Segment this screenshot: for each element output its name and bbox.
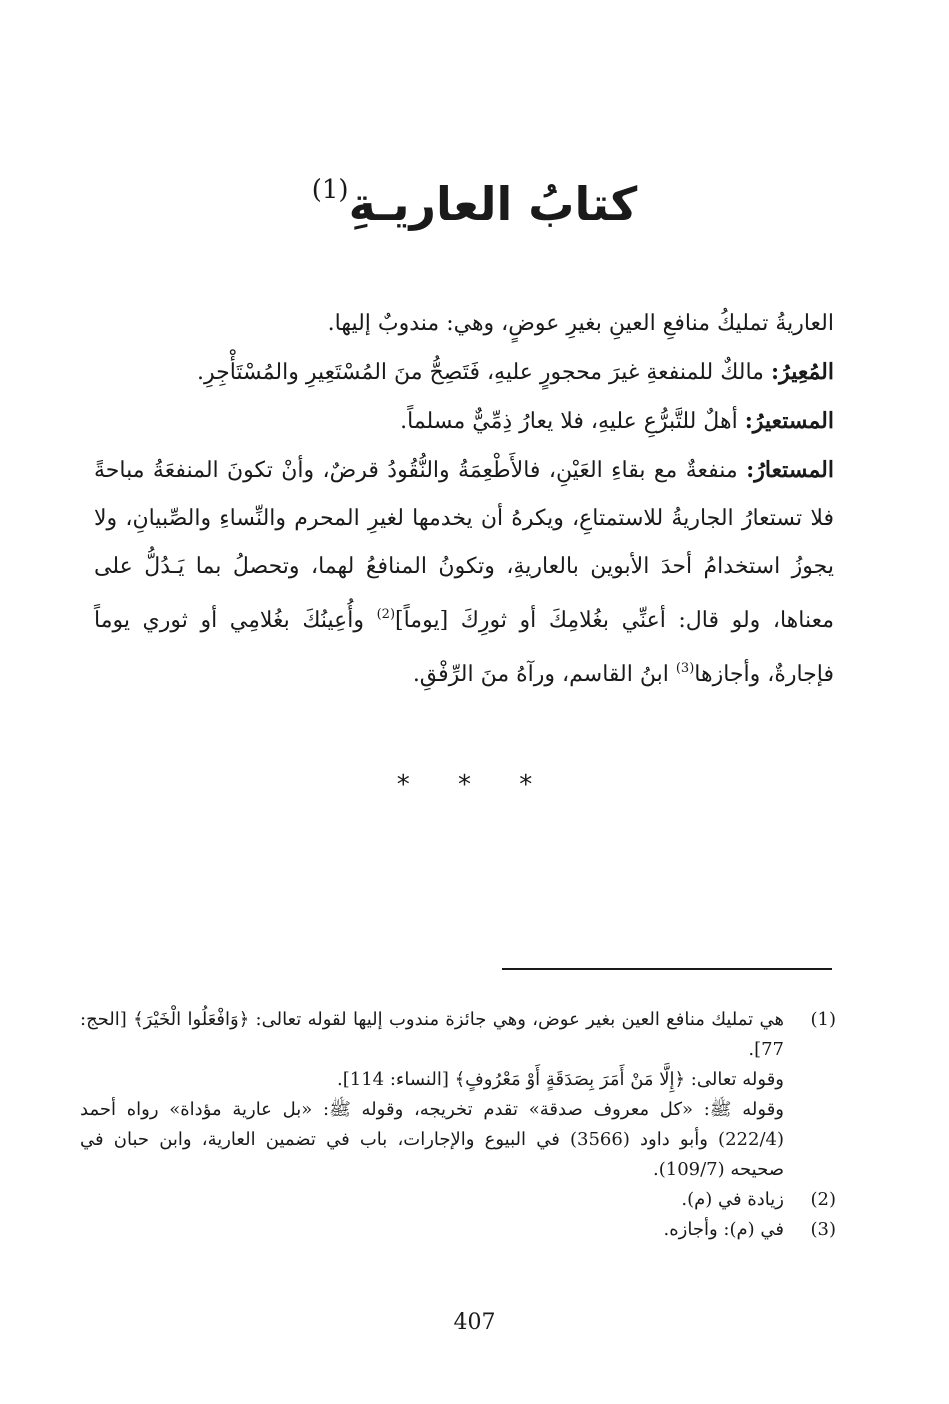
footnote-line: وقوله تعالى: ﴿إِلَّا مَنْ أَمَرَ بِصَدَقَةٍ أَوْ مَعْرُوفٍ﴾ [النساء: 114].: [337, 1069, 784, 1090]
paragraph-lender-text: مالكٌ للمنفعةِ غيرَ محجورٍ عليهِ، فَتَصِحُّ منَ المُسْتَعِيرِ والمُسْتَأْجِرِ.: [196, 360, 764, 385]
footnote-ref-2: (2): [376, 607, 396, 622]
section-separator: * * *: [396, 770, 553, 800]
footnote-body: [80, 1005, 784, 1185]
footnote-line: زيادة في (م).: [681, 1189, 784, 1210]
page-number: 407: [453, 1310, 496, 1335]
footnote-line: وقوله ﷺ: «كل معروف صدقة» تقدم تخريجه، وقوله ﷺ: «بل عارية مؤداة» رواه أحمد (222/4) وأبو داود (3566) في البيوع والإجارات، باب في تضمين العارية، وابن حبان في صحيحه (109/7).: [80, 1099, 784, 1180]
footnote-number: (1): [810, 1009, 836, 1030]
footnote-number: (2): [810, 1189, 836, 1210]
paragraph-borrowed-item: [94, 446, 834, 699]
paragraph-definition: [94, 300, 834, 348]
footnote-number: (3): [810, 1219, 836, 1240]
term-lender: المُعِيرُ:: [770, 359, 834, 385]
chapter-title-footnote-ref: (1): [311, 175, 349, 205]
footnote-1: [80, 1005, 836, 1185]
footnote-divider: [502, 968, 832, 970]
footnote-2: [80, 1185, 836, 1215]
footnote-ref-3: (3): [675, 661, 695, 676]
paragraph-borrowed-item-text-3: ابنُ القاسم، ورآهُ منَ الرِّفْقِ.: [412, 662, 676, 687]
paragraph-borrowed-item-text-2: وأُعِينُكَ بغُلامِي أو ثوري يوماً فإجارةٌ، وأجازها: [94, 608, 834, 687]
main-text: [94, 300, 834, 699]
term-borrower: المستعيرُ:: [744, 408, 834, 434]
paragraph-borrowed-item-text-1: منفعةٌ مع بقاءِ العَيْنِ، فالأَطْعِمَةُ والنُّقُودُ قرضٌ، وأنْ تكونَ المنفعَةُ مباحةً فلا تستعارُ الجاريةُ للاستمتاعِ، ويكرهُ أن يخدمها لغيرِ المحرم والنِّساءِ والصِّبيانِ، ولا يجوزُ استخدامُ أحدَ الأبوين بالعاريةِ، وتكونُ المنافعُ لهما، وتحصلُ بما يَـدُلُّ على معناها، ولو قال: أعنِّي بغُلامِكَ أو ثورِكَ [يوماً]: [94, 458, 834, 633]
chapter-title-text: كتابُ العاريـةِ: [348, 177, 638, 231]
paragraph-definition-text: العاريةُ تمليكُ منافعِ العينِ بغيرِ عوضٍ، وهي: مندوبٌ إليها.: [327, 311, 834, 336]
footnote-line: هي تمليك منافع العين بغير عوض، وهي جائزة مندوب إليها لقوله تعالى: ﴿وَافْعَلُوا الْخَيْرَ﴾ [الحج: 77].: [80, 1009, 784, 1060]
footnote-body: [80, 1185, 784, 1215]
chapter-title: [0, 160, 949, 234]
footnotes: [80, 1005, 836, 1245]
footnote-body: [80, 1215, 784, 1245]
paragraph-borrower-text: أهلٌ للتَّبرُّعِ عليهِ، فلا يعارُ ذِمِّيٌّ مسلماً.: [400, 409, 738, 434]
footnote-line: في (م): وأجازه.: [663, 1219, 784, 1240]
paragraph-borrower: [94, 397, 834, 446]
footnote-3: [80, 1215, 836, 1245]
paragraph-lender: [94, 348, 834, 397]
term-borrowed-item: المستعارُ:: [746, 457, 834, 483]
